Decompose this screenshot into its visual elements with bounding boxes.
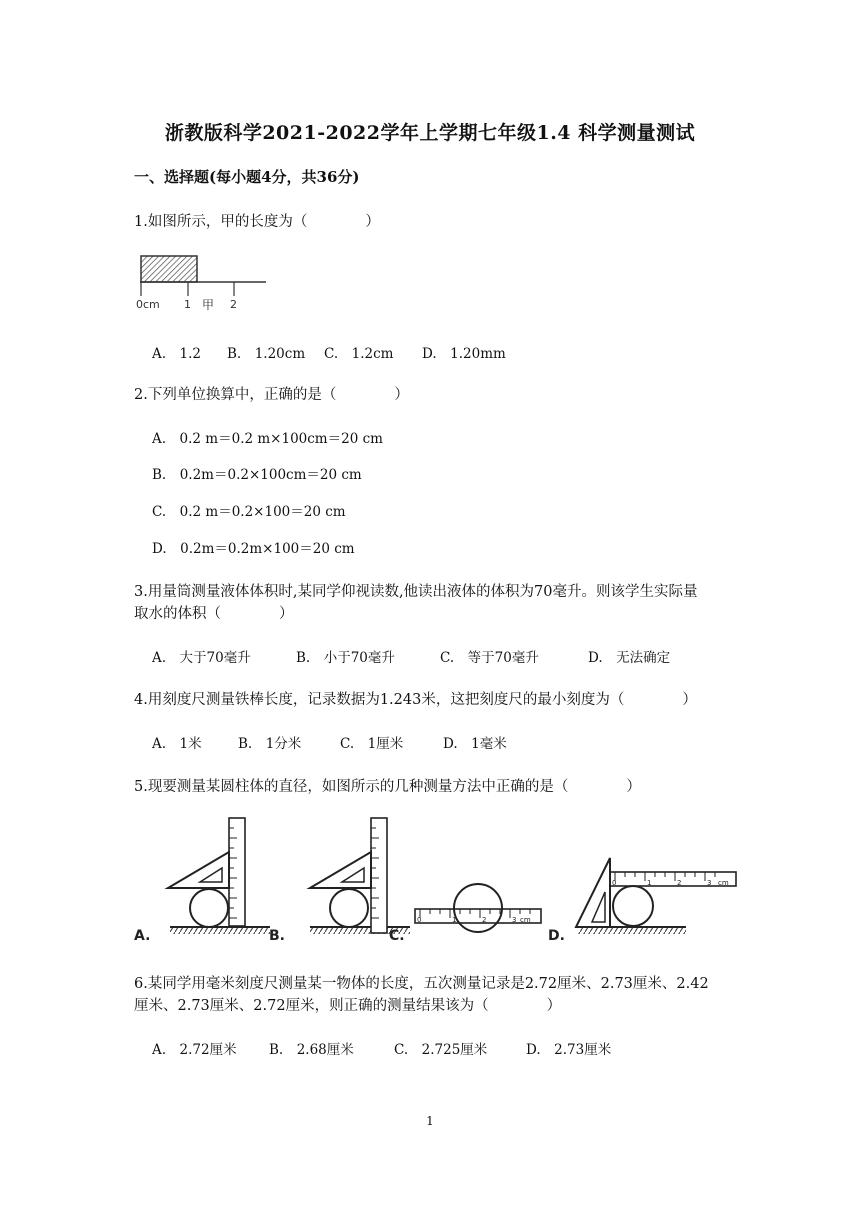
panel-label-b: B. [269, 928, 285, 944]
option-c: C. 2.725厘米 [394, 1042, 488, 1058]
option-a: A. 大于70毫升 [152, 650, 251, 666]
question-1-figure [134, 252, 274, 314]
ruler-c-2: 2 [482, 916, 487, 924]
ruler-d-3: 3 [707, 879, 712, 887]
tick-label-2: 2 [230, 298, 237, 311]
question-2-option-d: D. 0.2m＝0.2m×100＝20 cm [152, 541, 355, 557]
panel-label-d: D. [548, 928, 565, 944]
question-1-stem: 1.如图所示，甲的长度为（ ） [134, 214, 380, 230]
ruler-d-unit: cm [718, 879, 729, 887]
question-3-stem-line1: 3.用量筒测量液体体积时,某同学仰视读数,他读出液体的体积为70毫升。则该学生实际量 [134, 584, 698, 600]
question-4-stem: 4.用刻度尺测量铁棒长度，记录数据为1.243米，这把刻度尺的最小刻度为（ ） [134, 692, 697, 708]
question-1-options [152, 342, 506, 362]
question-6-stem-line1: 6.某同学用毫米刻度尺测量某一物体的长度，五次测量记录是2.72厘米、2.73厘米、2.42 [134, 976, 709, 992]
ruler-c-3: 3 [512, 916, 517, 924]
question-6-options [152, 1038, 611, 1058]
question-2-option-a: A. 0.2 m＝0.2 m×100cm＝20 cm [152, 431, 383, 447]
ruler-d-0: 0 [612, 879, 617, 887]
question-3-options [152, 646, 670, 666]
option-b: B. 1.20cm [227, 346, 306, 362]
option-d: D. 无法确定 [588, 650, 671, 666]
question-6-stem-line2: 厘米、2.73厘米、2.72厘米，则正确的测量结果该为（ ） [134, 998, 562, 1014]
ruler-c-1: 1 [452, 916, 457, 924]
panel-a [134, 818, 270, 944]
option-d: D. 1毫米 [443, 736, 507, 752]
tick-label-0: 0cm [136, 298, 160, 311]
option-c: C. 等于70毫升 [440, 650, 539, 666]
ruler-c-0: 0 [417, 916, 422, 924]
question-2-option-c: C. 0.2 m＝0.2×100＝20 cm [152, 504, 346, 520]
jia-object [141, 256, 197, 282]
section-heading: 一、选择题(每小题4分，共36分) [134, 168, 360, 186]
question-5-figure [130, 812, 740, 947]
panel-d [548, 858, 736, 944]
page-number: 1 [426, 1114, 434, 1128]
option-b: B. 小于70毫升 [296, 650, 395, 666]
option-b: B. 2.68厘米 [269, 1042, 354, 1058]
question-2-stem: 2.下列单位换算中，正确的是（ ） [134, 387, 409, 403]
jia-label: 甲 [202, 298, 215, 312]
ruler-d-2: 2 [677, 879, 682, 887]
option-d: D. 2.73厘米 [526, 1042, 612, 1058]
question-5-stem: 5.现要测量某圆柱体的直径，如图所示的几种测量方法中正确的是（ ） [134, 779, 641, 795]
question-3-stem-line2: 取水的体积（ ） [134, 606, 294, 622]
tick-label-1: 1 [184, 298, 191, 311]
option-a: A. 1.2 [152, 346, 202, 362]
option-c: C. 1.2cm [324, 346, 394, 362]
option-b: B. 1分米 [238, 736, 302, 752]
ruler-c-unit: cm [520, 916, 531, 924]
option-a: A. 1米 [152, 736, 202, 752]
option-d: D. 1.20mm [422, 346, 506, 362]
panel-label-a: A. [134, 928, 151, 944]
question-2-option-b: B. 0.2m＝0.2×100cm＝20 cm [152, 467, 362, 483]
ruler-d-1: 1 [647, 879, 652, 887]
panel-c [389, 884, 541, 944]
panel-b [269, 818, 410, 944]
option-c: C. 1厘米 [340, 736, 404, 752]
option-a: A. 2.72厘米 [152, 1042, 237, 1058]
question-4-options [152, 732, 507, 752]
panel-label-c: C. [389, 928, 405, 944]
page-title: 浙教版科学2021-2022学年上学期七年级1.4 科学测量测试 [164, 122, 696, 144]
